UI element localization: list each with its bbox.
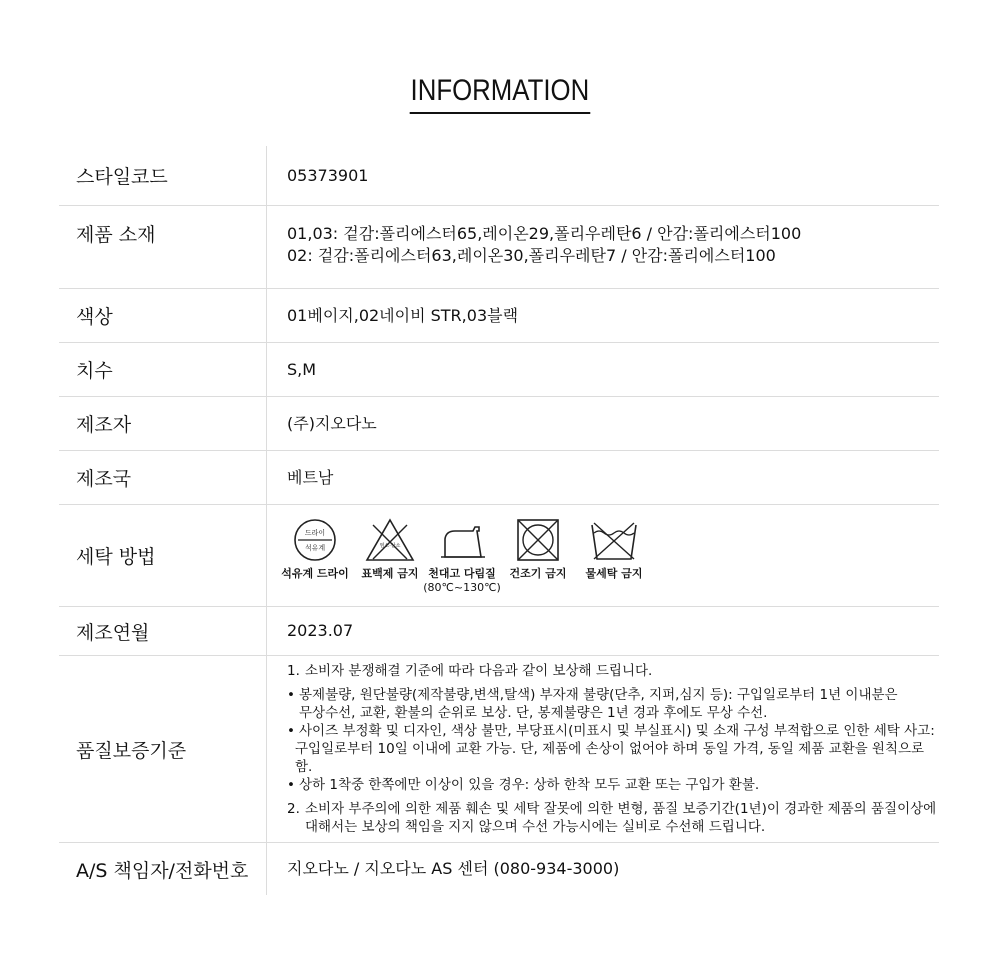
quality-bullet-3: • 상하 1착중 한쪽에만 이상이 있을 경우: 상하 한착 모두 교환 또는 구입가 환불.: [287, 777, 760, 793]
wash-caption: 천대고 다림질: [428, 567, 496, 580]
row-value: [267, 146, 939, 205]
country-value: 베트남: [287, 467, 334, 487]
wash-item: [354, 517, 426, 581]
no-bleach-icon: [364, 517, 416, 563]
quality-bullet-1: • 봉제불량, 원단불량(제작불량,변색,탈색) 부자재 불량(단추, 지퍼,심지 등): 구입일로부터 1년 이내분은: [287, 687, 898, 703]
quality-bullet-2-cont: 구입일로부터 10일 이내에 교환 가능. 단, 제품에 손상이 없어야 하며 동일 가격, 동일 제품 교환을 원칙으로 함.: [295, 741, 925, 775]
quality-bullet-2: • 사이즈 부정확 및 디자인, 색상 불만, 부당표시(미표시 및 부실표시) 및 소재 구성 부적합으로 인한 세탁 사고:: [287, 723, 935, 739]
row-value: [267, 843, 939, 895]
no-tumble-dry-icon: [515, 517, 561, 563]
row-value: [267, 505, 939, 606]
wash-item: [276, 517, 354, 581]
table-row-color: [59, 289, 939, 343]
title-text: INFORMATION: [410, 73, 590, 114]
wash-caption-temp: (80℃~130℃): [423, 581, 501, 594]
quality-item-2: 2. 소비자 부주의에 의한 제품 훼손 및 세탁 잘못에 의한 변형, 품질 보증기간(1년)이 경과한 제품의 품질이상에: [287, 801, 937, 817]
row-value: [267, 343, 939, 396]
color-value: 01베이지,02네이비 STR,03블랙: [287, 305, 519, 325]
maker-value: (주)지오다노: [287, 413, 377, 433]
row-label: A/S 책임자/전화번호: [59, 843, 267, 895]
row-label: 품질보증기준: [59, 656, 267, 842]
row-label: 제조국: [59, 451, 267, 504]
style-code-value: 05373901: [287, 165, 369, 185]
svg-text:석유계: 석유계: [304, 544, 326, 552]
table-row-as: [59, 843, 939, 895]
date-value: 2023.07: [287, 621, 354, 640]
wash-item: [422, 517, 502, 595]
row-label: 색상: [59, 289, 267, 342]
dry-clean-petroleum-icon: [292, 517, 338, 563]
size-value: S,M: [287, 359, 317, 379]
row-value: [267, 206, 939, 288]
wash-item: [502, 517, 574, 581]
row-value: [267, 607, 939, 655]
svg-text:염소·산소: 염소·산소: [379, 543, 401, 549]
wash-item: [574, 517, 654, 581]
material-line-2: 02: 겉감:폴리에스터63,레이온30,폴리우레탄7 / 안감:폴리에스터100: [287, 246, 776, 265]
row-label: 세탁 방법: [59, 505, 267, 606]
info-table: [59, 146, 939, 895]
table-row-country: [59, 451, 939, 505]
table-row-wash: [59, 505, 939, 607]
row-label: 치수: [59, 343, 267, 396]
section-title: [0, 73, 1000, 114]
svg-text:드라이: 드라이: [304, 529, 326, 537]
as-contact-value: 지오다노 / 지오다노 AS 센터 (080-934-3000): [287, 859, 620, 878]
table-row-material: [59, 206, 939, 289]
row-value: [267, 656, 939, 842]
material-line-1: 01,03: 겉감:폴리에스터65,레이온29,폴리우레탄6 / 안감:폴리에스터100: [287, 224, 802, 243]
table-row-style-code: [59, 146, 939, 206]
iron-cloth-icon: [431, 517, 493, 563]
quality-item-2-cont: 대해서는 보상의 책임을 지지 않으며 수선 가능시에는 실비로 수선해 드립니다.: [305, 819, 766, 835]
row-label: 제조자: [59, 397, 267, 450]
row-label: 제조연월: [59, 607, 267, 655]
no-wash-icon: [589, 517, 639, 563]
wash-caption: 건조기 금지: [509, 567, 567, 580]
quality-bullet-1-cont: 무상수선, 교환, 환불의 순위로 보상. 단, 봉제불량은 1년 경과 후에도 무상 수선.: [299, 705, 768, 721]
row-value: [267, 289, 939, 342]
table-row-date: [59, 607, 939, 656]
row-label: 제품 소재: [59, 206, 267, 288]
wash-icon-list: [281, 505, 939, 606]
row-value: [267, 397, 939, 450]
quality-item-1: 1. 소비자 분쟁해결 기준에 따라 다음과 같이 보상해 드립니다.: [287, 663, 653, 679]
wash-caption: 물세탁 금지: [585, 567, 643, 580]
table-row-quality: [59, 656, 939, 843]
table-row-size: [59, 343, 939, 397]
wash-caption: 표백제 금지: [361, 567, 419, 580]
wash-caption: 석유계 드라이: [281, 567, 349, 580]
row-label: 스타일코드: [59, 146, 267, 205]
table-row-maker: [59, 397, 939, 451]
row-value: [267, 451, 939, 504]
